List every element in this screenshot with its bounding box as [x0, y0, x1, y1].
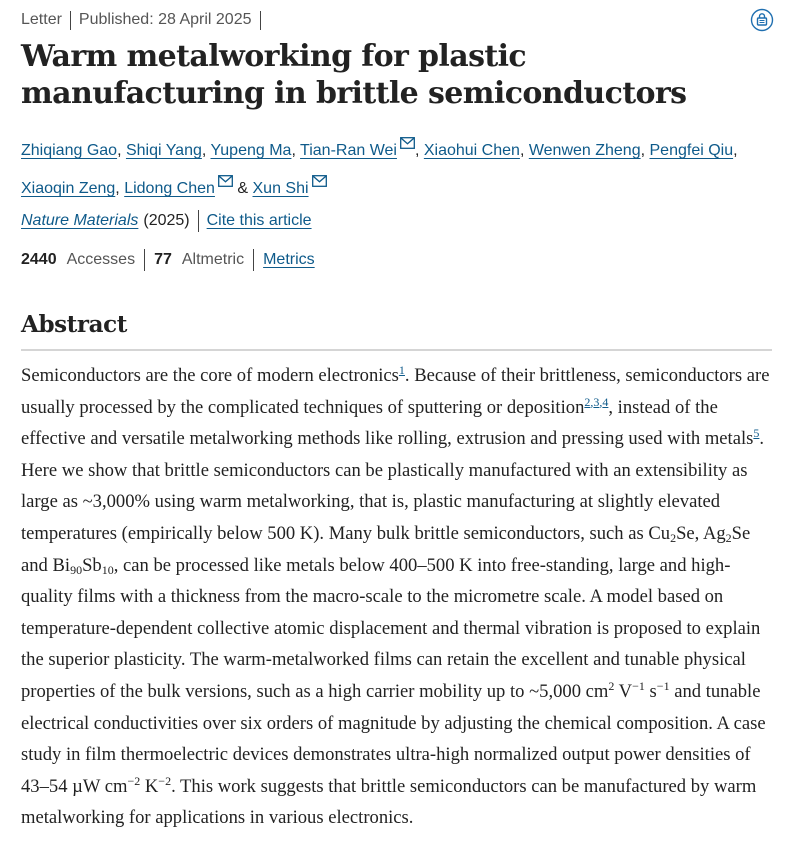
abstract-segment: , can be processed like metals below 400–500 K into free-standing, large and high-quality films with a thickness from the macro-scale to the micrometre scale. A model based on temperature-dependent collective atomic displacement and thermal vibration is proposed to explain the superior plasticity. The warm-metalworked films can retain the excellent and tunable physical properties of the bulk versions, such as a high carrier mobility up to ~5,000 cm: [21, 554, 761, 702]
envelope-icon[interactable]: [400, 129, 415, 141]
altmetric-count: 77: [154, 251, 172, 268]
abstract-segment: K: [140, 775, 159, 797]
author-link[interactable]: Yupeng Ma: [210, 142, 292, 159]
published-date: Published: 28 April 2025: [78, 11, 252, 28]
abstract-segment: Sb: [82, 554, 102, 576]
author-link[interactable]: Xiaohui Chen: [423, 142, 520, 159]
author-separator: ,: [414, 142, 424, 159]
accesses-label: Accesses: [66, 251, 136, 268]
abstract-segment: , instead of the effective and versatile metalworking methods like rolling, extrusion and pressing used with metals: [21, 396, 754, 450]
superscript: −2: [158, 773, 172, 788]
abstract-segment: Semiconductors are the core of modern electronics: [21, 365, 399, 386]
superscript: −2: [127, 773, 141, 788]
abstract-segment: Se, Ag: [676, 522, 726, 544]
article-metrics: [21, 249, 315, 271]
author-link[interactable]: Xiaoqin Zeng: [21, 180, 116, 197]
author-link[interactable]: Xun Shi: [252, 180, 309, 197]
author-separator: ,: [519, 142, 529, 159]
author-separator: ,: [733, 142, 738, 159]
abstract-segment: s: [644, 680, 657, 702]
divider: [260, 11, 261, 30]
abstract-segment: V: [614, 680, 633, 702]
reference-link[interactable]: 2: [584, 394, 591, 409]
abstract-heading: Abstract: [21, 311, 127, 338]
open-access-lock-icon[interactable]: [750, 8, 774, 32]
article-type: Letter: [21, 11, 62, 28]
journal-year: (2025): [143, 212, 190, 229]
abstract-segment: . Because of their brittleness, semiconductors are usually processed by the complicated techniques of sputtering or deposition: [21, 365, 770, 418]
article-title: Warm metalworking for plastic manufacturing in brittle semiconductors: [21, 39, 687, 111]
author-separator: ,: [640, 142, 650, 159]
reference-link[interactable]: 1: [398, 363, 405, 377]
abstract-segment: and tunable electrical conductivities over six orders of magnitude by adjusting the chemical composition. A case study in film thermoelectric devices demonstrates ultra-high normalized output power densities of 43–54 µW cm: [21, 680, 766, 797]
abstract-segment: . Here we show that brittle semiconductors can be plastically manufactured with an extensibility as large as ~3,000% using warm metalworking, that is, plastic manufacturing at slightly elevated temperatures (empirically below 500 K). Many bulk brittle semiconductors, such as Cu: [21, 428, 765, 544]
abstract-text: [21, 360, 776, 834]
journal-info: [21, 210, 312, 232]
cite-article-link[interactable]: Cite this article: [206, 212, 312, 229]
author-list: [21, 129, 781, 205]
accesses-count: 2440: [21, 251, 57, 268]
altmetric-label: Altmetric: [181, 251, 245, 268]
author-separator: ,: [201, 142, 211, 159]
reference-comma: ,: [599, 394, 603, 409]
article-header-bar: [21, 9, 774, 31]
reference-link[interactable]: 5: [753, 426, 760, 441]
author-link[interactable]: Wenwen Zheng: [528, 142, 641, 159]
subscript: 10: [101, 562, 114, 577]
abstract-segment: Se and Bi: [21, 522, 751, 576]
metrics-link[interactable]: Metrics: [263, 251, 315, 268]
envelope-icon[interactable]: [218, 167, 233, 179]
divider: [70, 11, 71, 30]
superscript: −1: [632, 678, 645, 693]
abstract-divider: [21, 349, 772, 351]
author-separator: ,: [117, 142, 126, 159]
author-separator: &: [232, 180, 253, 197]
author-link[interactable]: Zhiqiang Gao: [21, 142, 118, 159]
author-link[interactable]: Lidong Chen: [124, 180, 215, 197]
journal-name-link[interactable]: Nature Materials: [21, 212, 139, 229]
reference-link[interactable]: 3: [593, 394, 600, 409]
author-link[interactable]: Shiqi Yang: [125, 142, 202, 159]
envelope-icon[interactable]: [312, 167, 327, 179]
author-link[interactable]: Pengfei Qiu: [649, 142, 734, 159]
superscript: −1: [656, 678, 670, 693]
author-separator: ,: [115, 180, 125, 197]
divider: [198, 210, 199, 232]
subscript: 90: [70, 562, 83, 577]
divider: [253, 249, 254, 271]
divider: [144, 249, 145, 271]
reference-link[interactable]: 4: [602, 394, 609, 409]
subscript: 2: [725, 530, 732, 545]
reference-comma: ,: [590, 394, 594, 409]
abstract-segment: . This work suggests that brittle semiconductors can be manufactured by warm metalworking for applications in various electronics.: [21, 775, 757, 829]
author-link[interactable]: Tian-Ran Wei: [300, 142, 397, 159]
subscript: 2: [670, 530, 677, 545]
author-separator: ,: [291, 142, 301, 159]
superscript: 2: [608, 678, 615, 693]
